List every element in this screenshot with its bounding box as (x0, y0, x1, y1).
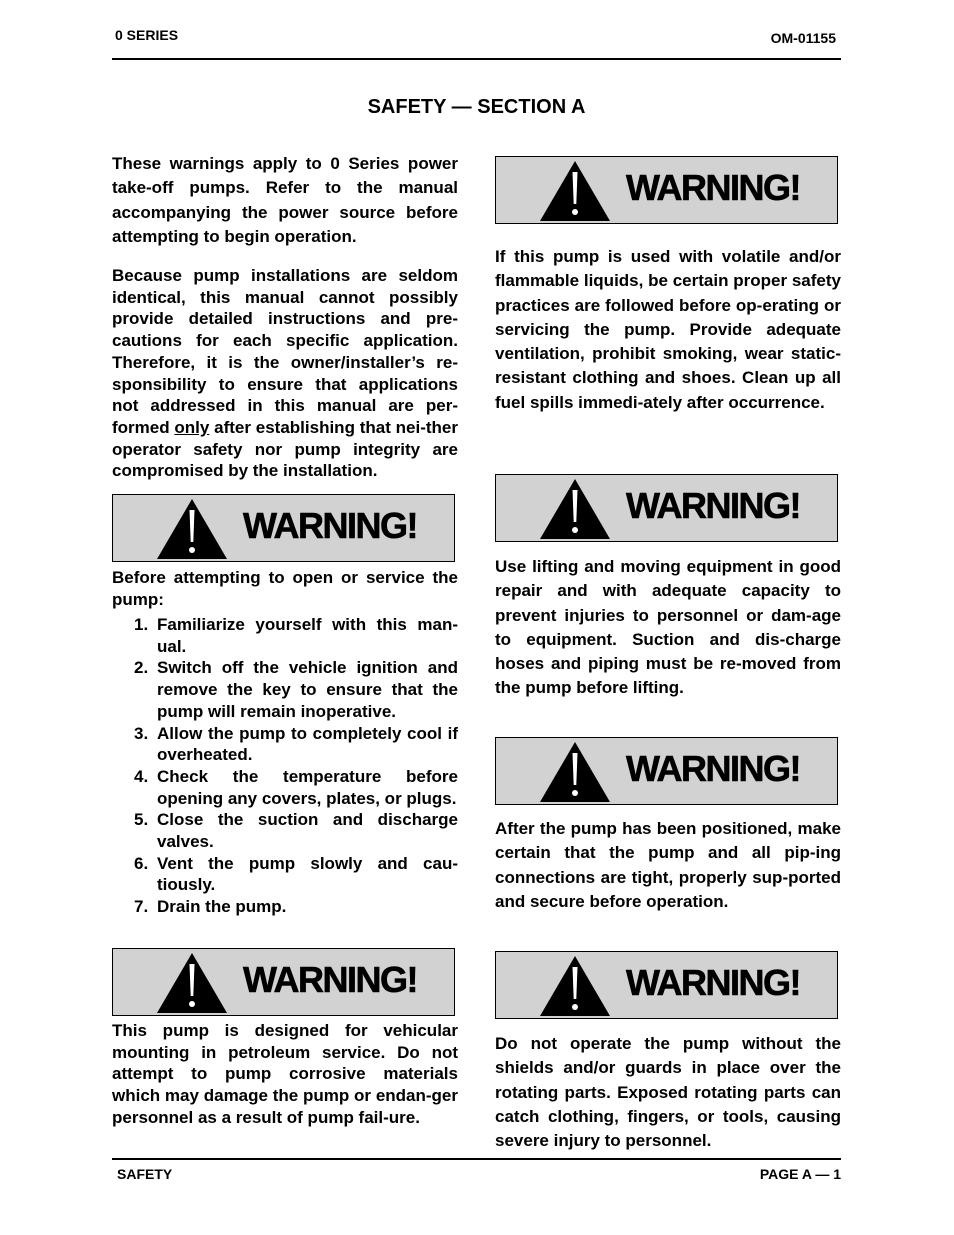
list-item: 4. Check the temperature before opening any covers, plates, or plugs. (134, 766, 458, 808)
warning-right-2-text: Use lifting and moving equipment in good repair and with adequate capacity to prevent injuries to personnel or dam-age to equipment. Suction and dis-charge hoses and piping must be re-moved from the pump before lifting. (495, 557, 841, 698)
warning-triangle-icon (155, 497, 229, 561)
warning-right-1-text: If this pump is used with volatile and/or flammable liquids, be certain proper safety practices are followed before op-erating or servicing the pump. Provide adequate ventilation, prohibit smoking, wear static-resistant clothing and shoes. Clean up all fuel spills immedi-ately after occurrence. (495, 247, 841, 412)
warning-banner-left-2 (112, 948, 455, 1016)
warning-triangle-icon (155, 951, 229, 1015)
warning-left-1-text: Before attempting to open or service the pump: (112, 568, 458, 609)
warning-banner-right-4 (495, 951, 838, 1019)
intro-2-emphasis: only (174, 417, 210, 437)
intro-2-before: Because pump installations are seldom identical, this manual cannot possibly provide detailed instructions and pre-cautions for each specific application. Therefore, it is the owner/installer’s re-sponsibility to ensure that applications not addressed in this manual are per-formed (112, 266, 458, 437)
warning-banner-right-2 (495, 474, 838, 542)
intro-2-after: after establishing that nei-ther operator safety nor pump integrity are compromised by the installation. (112, 417, 458, 481)
intro-paragraph-1: These warnings apply to 0 Series power take-off pumps. Refer to the manual accompanying the power source before attempting to begin operation. (112, 154, 458, 246)
header-doc-number: OM-01155 (770, 30, 836, 46)
list-item: 1. Familiarize yourself with this man-ual. (134, 615, 458, 656)
list-item: 3. Allow the pump to completely cool if overheated. (134, 723, 458, 765)
page-title: SAFETY — SECTION A (367, 96, 586, 118)
footer-rule (112, 1158, 841, 1160)
warning-banner-right-3 (495, 737, 838, 805)
warning-banner-left-1 (112, 494, 455, 562)
warning-label: WARNING! (626, 167, 800, 208)
warning-triangle-icon (538, 954, 612, 1018)
warning-triangle-icon (538, 477, 612, 541)
warning-label: WARNING! (243, 959, 417, 1000)
list-item: 7. Drain the pump. (134, 897, 287, 917)
warning-triangle-icon (538, 159, 612, 223)
header-series: 0 SERIES (115, 27, 179, 43)
service-steps-list (112, 614, 458, 918)
intro-paragraph-2 (112, 265, 458, 482)
footer-page-number: PAGE A — 1 (759, 1166, 841, 1182)
list-item: 6. Vent the pump slowly and cau-tiously. (134, 853, 458, 895)
list-item: 2. Switch off the vehicle ignition and remove the key to ensure that the pump will remain inoperative. (134, 658, 458, 721)
warning-label: WARNING! (243, 505, 417, 546)
warning-triangle-icon (538, 740, 612, 804)
warning-label: WARNING! (626, 748, 800, 789)
footer-section: SAFETY (117, 1166, 173, 1182)
warning-right-4-text: Do not operate the pump without the shields and/or guards in place over the rotating parts. Exposed rotating parts can catch clothing, fingers, or tools, causing severe injury to personnel. (495, 1034, 841, 1151)
list-item: 5. Close the suction and discharge valves. (134, 810, 458, 852)
warning-left-2-text: This pump is designed for vehicular mounting in petroleum service. Do not attempt to pump corrosive materials which may damage the pump or endan-ger personnel as a result of pump fail-ure. (112, 1021, 458, 1127)
warning-right-3-text: After the pump has been positioned, make certain that the pump and all pip-ing connections are tight, properly sup-ported and secure before operation. (495, 819, 841, 911)
header-rule (112, 58, 841, 60)
warning-banner-right-1 (495, 156, 838, 224)
warning-label: WARNING! (626, 962, 800, 1003)
warning-label: WARNING! (626, 485, 800, 526)
